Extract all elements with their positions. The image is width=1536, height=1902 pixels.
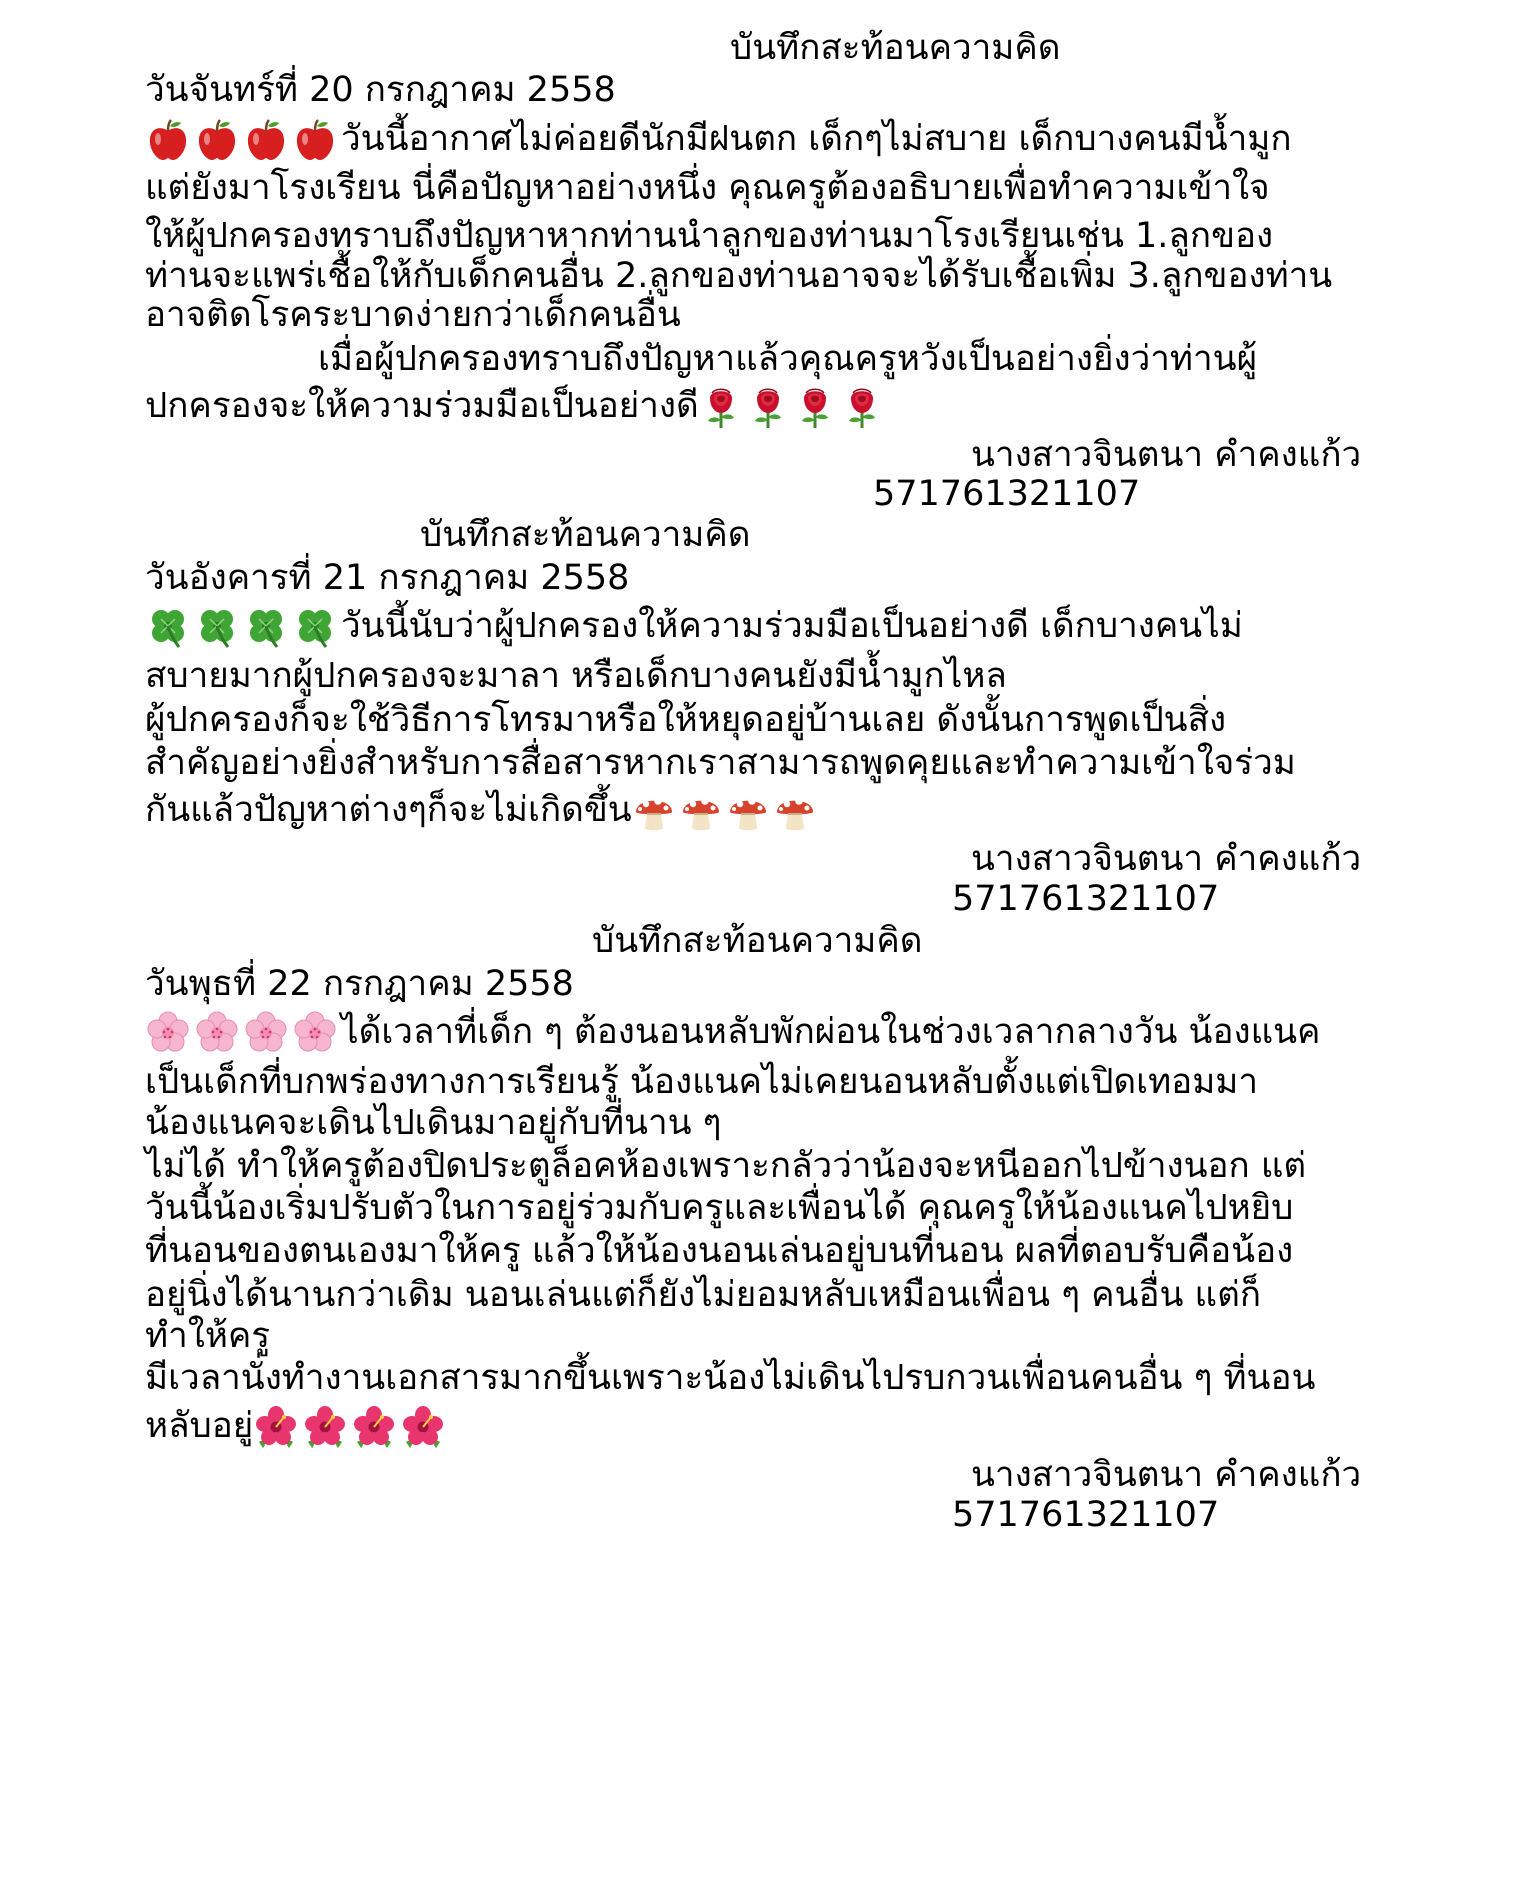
- entry-3-signature-name: นางสาวจินตนา คำคงแก้ว: [971, 1455, 1362, 1495]
- cherry-blossom-icon: [292, 1010, 338, 1056]
- four-leaf-clover-icon: [292, 604, 338, 650]
- entry-1-line-1: [145, 117, 1292, 163]
- entry-2-line-3: ผู้ปกครองก็จะใช้วิธีการโทรมาหรือให้หยุดอยู่บ้านเลย ดังนั้นการพูดเป็นสิ่ง: [145, 700, 1227, 740]
- entry-1-line-7: [145, 384, 887, 430]
- entry-1-line-2: แต่ยังมาโรงเรียน นี่คือปัญหาอย่างหนึ่ง คุณครูต้องอธิบายเพื่อทำความเข้าใจ: [145, 168, 1270, 208]
- entry-1-heading: บันทึกสะท้อนความคิด: [730, 28, 1061, 68]
- entry-1-text-7: ปกครองจะให้ความร่วมมือเป็นอย่างดี: [145, 386, 699, 426]
- entry-3-line-3: น้องแนคจะเดินไปเดินมาอยู่กับที่นาน ๆ: [145, 1103, 722, 1143]
- entry-3-text-10: หลับอยู่: [145, 1406, 254, 1446]
- mushroom-icon: [773, 788, 817, 834]
- rose-icon: [840, 384, 884, 430]
- entry-2-text-5: กันแล้วปัญหาต่างๆก็จะไม่เกิดขึ้น: [145, 790, 632, 830]
- mushroom-icon: [679, 788, 723, 834]
- entry-3-text-1: ได้เวลาที่เด็ก ๆ ต้องนอนหลับพักผ่อนในช่วงเวลากลางวัน น้องแนค: [341, 1012, 1321, 1052]
- entry-1-date: วันจันทร์ที่ 20 กรกฎาคม 2558: [145, 70, 616, 110]
- entry-3-line-1: [145, 1010, 1320, 1056]
- entry-3-line-6: ที่นอนของตนเองมาให้ครู แล้วให้น้องนอนเล่นอยู่บนที่นอน ผลที่ตอบรับคือน้อง: [145, 1231, 1294, 1271]
- cherry-blossom-icon: [194, 1010, 240, 1056]
- entry-2-line-5: [145, 788, 820, 834]
- entry-2-text-1: วันนี้นับว่าผู้ปกครองให้ความร่วมมือเป็นอย่างดี เด็กบางคนไม่: [341, 606, 1243, 646]
- rose-icon: [793, 384, 837, 430]
- rose-icon: [746, 384, 790, 430]
- apple-icon: [145, 117, 191, 163]
- entry-3-heading: บันทึกสะท้อนความคิด: [592, 921, 923, 961]
- mushroom-icon: [632, 788, 676, 834]
- entry-3-line-9: มีเวลานั่งทำงานเอกสารมากขึ้นเพราะน้องไม่เดินไปรบกวนเพื่อนคนอื่น ๆ ที่นอน: [145, 1358, 1316, 1398]
- apple-icon: [194, 117, 240, 163]
- hibiscus-icon: [351, 1404, 397, 1450]
- entry-3-line-2: เป็นเด็กที่บกพร่องทางการเรียนรู้ น้องแนคไม่เคยนอนหลับตั้งแต่เปิดเทอมมา: [145, 1062, 1258, 1102]
- four-leaf-clover-icon: [243, 604, 289, 650]
- entry-2-heading: บันทึกสะท้อนความคิด: [420, 515, 751, 555]
- entry-2-line-1: [145, 604, 1243, 650]
- entry-3-line-4: ไม่ได้ ทำให้ครูต้องปิดประตูล็อคห้องเพราะกลัวว่าน้องจะหนีออกไปข้างนอก แต่: [145, 1146, 1307, 1186]
- entry-2-signature-id: 571761321107: [952, 879, 1220, 919]
- entry-3-line-10: [145, 1404, 449, 1450]
- hibiscus-icon: [302, 1404, 348, 1450]
- entry-2-date: วันอังคารที่ 21 กรกฎาคม 2558: [145, 558, 630, 598]
- entry-1-signature-name: นางสาวจินตนา คำคงแก้ว: [971, 435, 1362, 475]
- entry-3-line-7: อยู่นิ่งได้นานกว่าเดิม นอนเล่นแต่ก็ยังไม่ยอมหลับเหมือนเพื่อน ๆ คนอื่น แต่ก็: [145, 1275, 1262, 1315]
- cherry-blossom-icon: [243, 1010, 289, 1056]
- entry-1-signature-id: 571761321107: [873, 474, 1141, 514]
- hibiscus-icon: [253, 1404, 299, 1450]
- entry-3-date: วันพุธที่ 22 กรกฎาคม 2558: [145, 964, 574, 1004]
- entry-2-signature-name: นางสาวจินตนา คำคงแก้ว: [971, 839, 1362, 879]
- entry-1-line-4: ท่านจะแพร่เชื้อให้กับเด็กคนอื่น 2.ลูกของท่านอาจจะได้รับเชื้อเพิ่ม 3.ลูกของท่าน: [145, 256, 1333, 296]
- hibiscus-icon: [400, 1404, 446, 1450]
- four-leaf-clover-icon: [194, 604, 240, 650]
- apple-icon: [243, 117, 289, 163]
- entry-1-line-3: ให้ผู้ปกครองทราบถึงปัญหาหากท่านนำลูกของท่านมาโรงเรียนเช่น 1.ลูกของ: [145, 216, 1274, 256]
- entry-3-line-8: ทำให้ครู: [145, 1316, 271, 1356]
- entry-3-line-5: วันนี้น้องเริ่มปรับตัวในการอยู่ร่วมกับครูและเพื่อนได้ คุณครูให้น้องแนคไปหยิบ: [145, 1188, 1294, 1228]
- entry-1-text-1: วันนี้อากาศไม่ค่อยดีนักมีฝนตก เด็กๆไม่สบาย เด็กบางคนมีน้ำมูก: [341, 119, 1292, 159]
- four-leaf-clover-icon: [145, 604, 191, 650]
- entry-1-line-6: เมื่อผู้ปกครองทราบถึงปัญหาแล้วคุณครูหวังเป็นอย่างยิ่งว่าท่านผู้: [318, 339, 1258, 379]
- entry-2-line-2: สบายมากผู้ปกครองจะมาลา หรือเด็กบางคนยังมีน้ำมูกไหล: [145, 656, 1007, 696]
- mushroom-icon: [726, 788, 770, 834]
- rose-icon: [699, 384, 743, 430]
- entry-3-signature-id: 571761321107: [952, 1495, 1220, 1535]
- entry-1-line-5: อาจติดโรคระบาดง่ายกว่าเด็กคนอื่น: [145, 295, 681, 335]
- cherry-blossom-icon: [145, 1010, 191, 1056]
- apple-icon: [292, 117, 338, 163]
- entry-2-line-4: สำคัญอย่างยิ่งสำหรับการสื่อสารหากเราสามารถพูดคุยและทำความเข้าใจร่วม: [145, 743, 1296, 783]
